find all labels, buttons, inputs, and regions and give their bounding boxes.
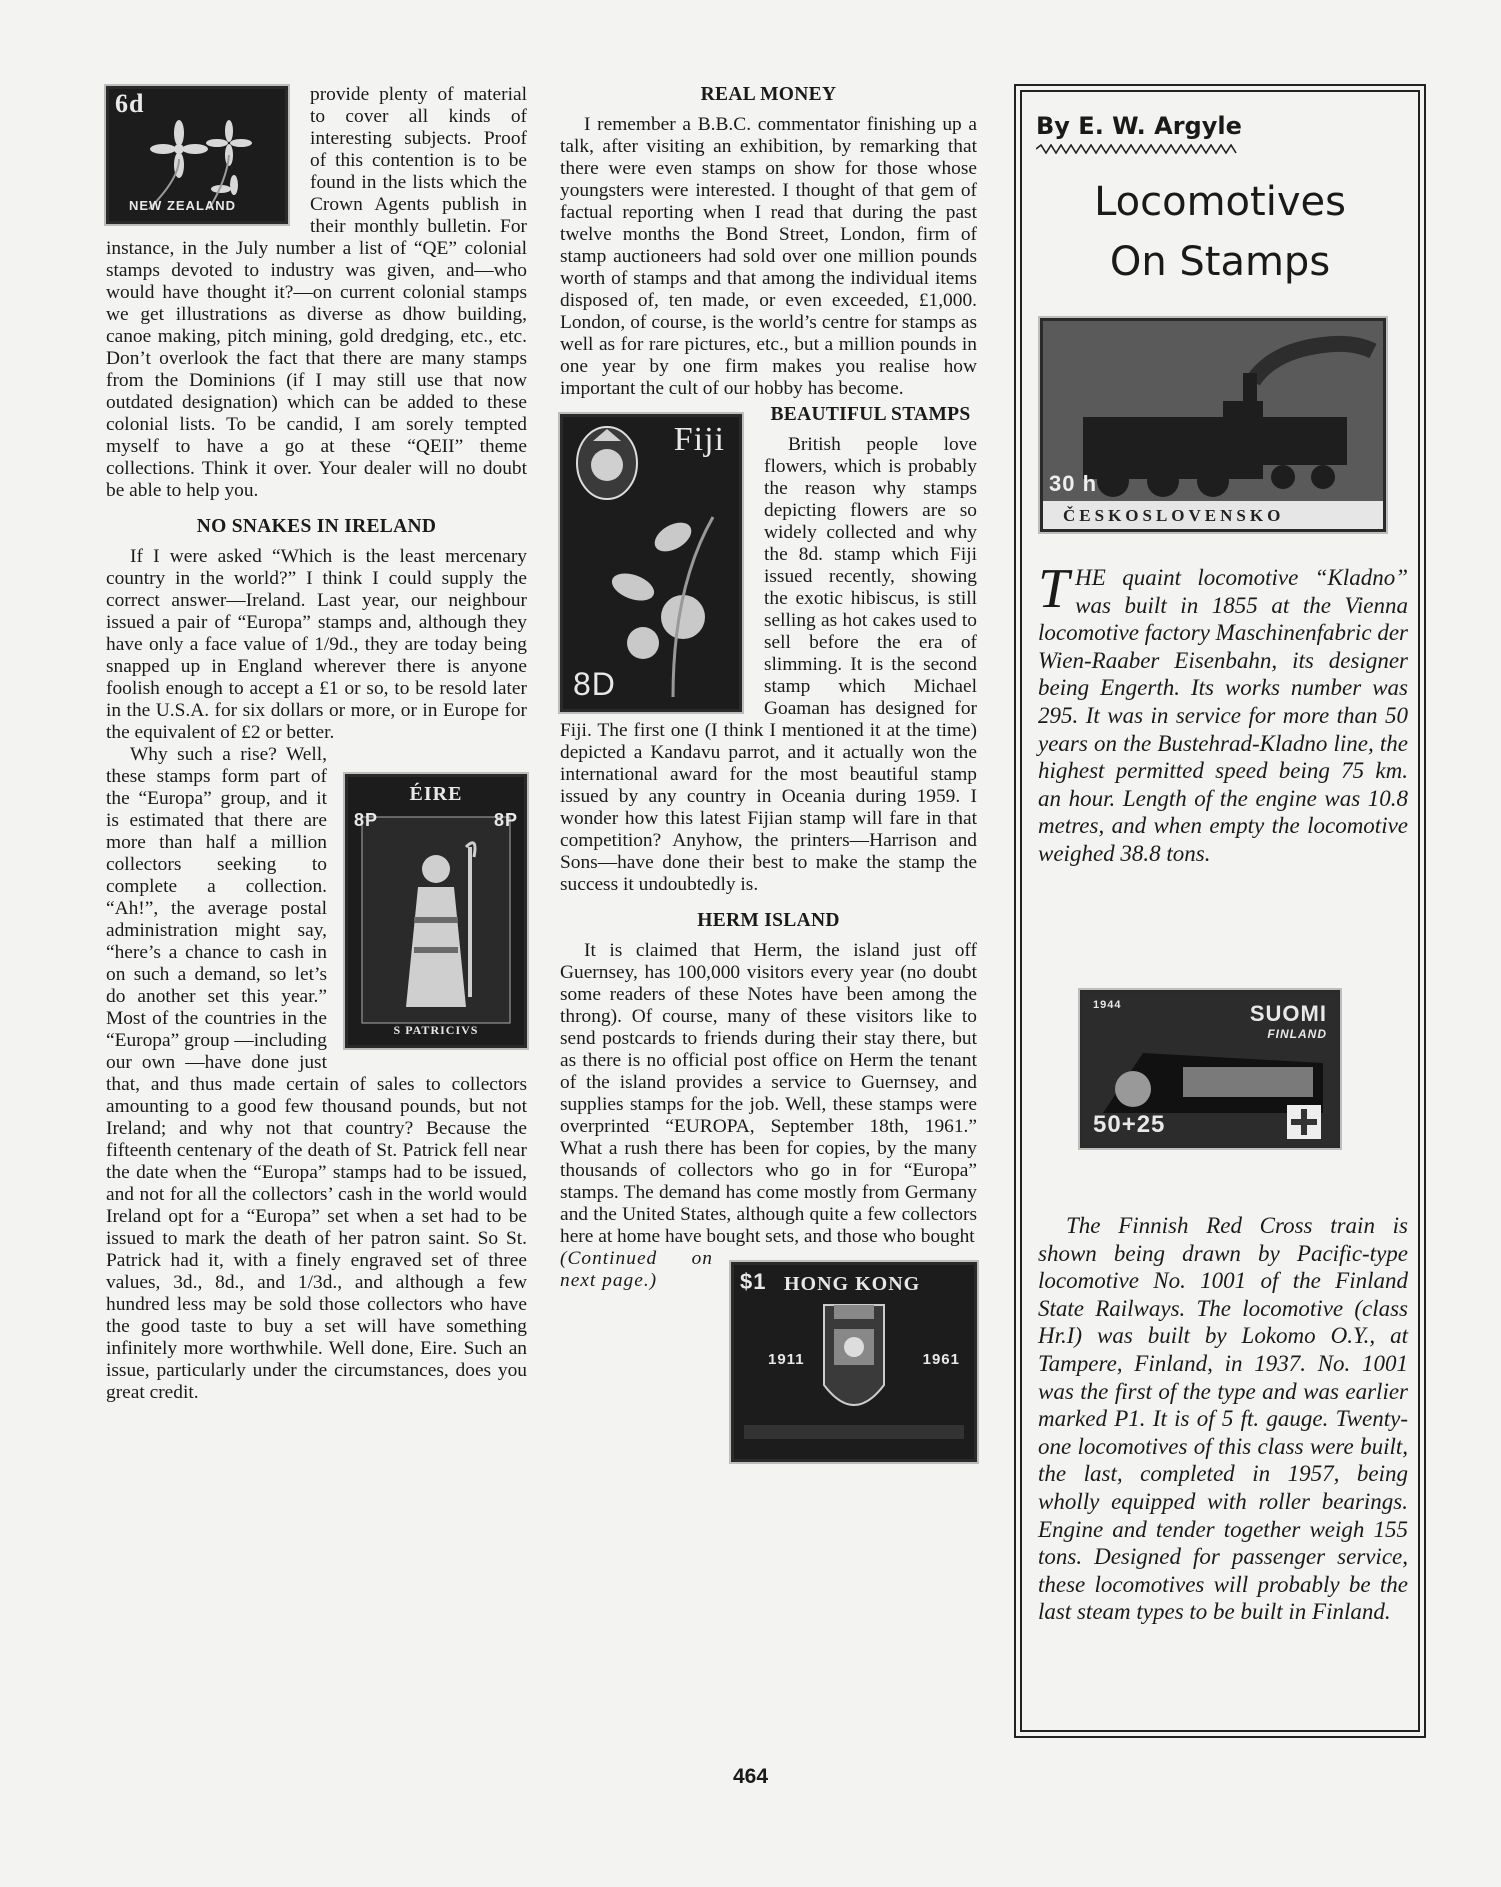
stamp-value: $1 <box>740 1269 767 1294</box>
stamp-value: 6d <box>115 89 145 118</box>
stamp-year: 1944 <box>1093 999 1122 1011</box>
czechoslovakia-stamp <box>1040 318 1386 532</box>
section-heading: NO SNAKES IN IRELAND <box>196 516 437 537</box>
section-heading: BEAUTIFUL STAMPS <box>770 404 971 425</box>
fiji-stamp <box>560 414 742 712</box>
stamp-inscription: S PATRICIVS <box>393 1023 479 1037</box>
stamp-value: 50+25 <box>1093 1111 1166 1138</box>
continued-note: (Continued on next page.) <box>560 1248 713 1291</box>
stamp-year-left: 1911 <box>768 1351 805 1368</box>
stamp-value: 30 h <box>1049 471 1098 496</box>
squiggle-divider <box>1036 144 1256 154</box>
paragraph: provide plenty of material to cover all kinds of interesting subjects. Proof of this contention is to be found in the lists which the Crown Agents publish in their monthly bulletin. For instance, in the July number a list of “QE” colonial stamps devoted to industry was given, and—who would have thought it?—on current colonial stamps we get illustrations as diverse as dhow building, canoe making, pitch mining, gold dredging, etc., etc. Don’t overlook the fact that there are many stamps from the Dominions (if I may still use that now outdated designation) which can be added to these colonial lists. To be candid, I am sorely tempted myself to have a go at these “QEII” theme collections. Think it over. Your dealer will no doubt be able to help you. <box>106 84 527 501</box>
paragraph: British people love flowers, which is probably the reason why stamps depicting flowers are so widely collected and why the 8d. stamp which Fiji issued recently, showing the exotic hibiscus, is still selling as hot cakes used to sell before the era of slimming. It is the second stamp which Michael Goaman has designed for Fiji. The first one (I think I mentioned it at the time) depicted a Kandavu parrot, and it actually won the international award for the most beautiful stamp issued by any country in Oceania during 1959. I wonder how this latest Fijian stamp will fare in that competition? Anyhow, the printers—Harrison and Sons—have done their best to make the stamp the success it undoubtedly is. <box>560 434 977 895</box>
paragraph: It is claimed that Herm, the island just off Guernsey, has 100,000 visitors every year (no doubt some readers of these Notes have been among the throng). Of course, many of these visitors like to send postcards to friends during their stay there, but as there is no official post office on Herm the tenant of the island provides a service to Guernsey, and supplies stamps for the job. Well, these stamps were overprinted “EUROPA, September 18th, 1961.” What a rush there has been for copies, by the many thousands of collectors who go in for “Europa” stamps. The demand has come mostly from Germany and the United States, although quite a few collectors here at home have bought sets, and those who bought <box>560 940 977 1247</box>
eire-stamp <box>345 774 527 1048</box>
new-zealand-stamp <box>106 86 288 224</box>
article-title <box>1016 172 1424 292</box>
column-1 <box>106 84 527 1404</box>
title-line-2: On Stamps <box>1109 239 1331 285</box>
steam-locomotive-icon <box>1043 321 1383 529</box>
finland-stamp <box>1080 990 1340 1148</box>
caption-text: HE quaint locomotive “Kladno” was built in 1855 at the Vienna locomotive factory Maschinenfabric der Wien-Raaber Eisenbahn, its designer being Engerth. Its works number was 295. It was in service for more than 50 years on the Bustehrad-Kladno line, the highest permitted speed being 75 km. an hour. Length of the engine was 10.8 metres, and when empty the locomotive weighed 38.8 tons. <box>1038 565 1408 866</box>
drop-cap: T <box>1038 558 1070 620</box>
stamp-country: ÉIRE <box>409 783 463 805</box>
title-line-1: Locomotives <box>1094 179 1346 225</box>
kladno-caption <box>1038 558 1408 868</box>
stamp-country: NEW ZEALAND <box>129 198 237 213</box>
stamp-year-right: 1961 <box>922 1351 960 1368</box>
stamp-country: HONG KONG <box>784 1273 921 1295</box>
stamp-value-right: 8P <box>493 810 518 830</box>
paragraph: I remember a B.B.C. commentator finishing up a talk, after visiting an exhibition, by remarking that there were even stamps on show for those whose youngsters were interested. I thought of that gem of factual reporting when I read that during the past twelve months the Bond Street, London, firm of stamp auctioneers had sold over one million pounds worth of stamps and that among the individual items disposed of, ten made, or even exceeded, £1,000. London, of course, is the world’s centre for stamps as well as for rare pictures, etc., but a million pounds in one year by one firm makes you realise how important the cult of our hobby has become. <box>560 114 977 399</box>
hong-kong-stamp <box>731 1262 977 1462</box>
paragraph: If I were asked “Which is the least mercenary country in the world?” I think I could supply the correct answer—Ireland. Last year, our neighbour issued a pair of “Europa” stamps and, although they have only a face value of 1/9d., they are today being snapped up in England wherever there is anyone foolish enough to accept a £1 or so, to be resold later in the U.S.A. for six dollars or more, or in Europe for the equivalent of £2 or better. <box>106 546 527 743</box>
paragraph: Why such a rise? Well, these stamps form part of the “Europa” group, and it is estimated that there are more than half a million collectors seeking to complete a collection. “Ah!”, the average postal administration might say, “here’s a chance to cash in on such a demand, so let’s do another set this year.” Most of the countries in the “Europa” group —including our own —have done just that, and thus made certain of sales to collectors amounting to a good few thousand pounds, but not Ireland; and why not that country? Because the fifteenth centenary of the death of St. Patrick fell near the date when the “Europa” stamps had to be issued, and not for all the collectors’ cash in the world would Ireland opt for a “Europa” set when a set had to be issued to mark the death of her patron saint. So St. Patrick had it, with a finely engraved set of three values, 3d., 8d., and 1/3d., and although a few hundred less may be sold those collectors who have the good taste to buy a set will have something infinitely more worthwhile. Well done, Eire. Such an issue, particularly under the circumstances, does you great credit. <box>106 744 527 1403</box>
stamp-country: ČESKOSLOVENSKO <box>1063 506 1285 525</box>
page-number: 464 <box>732 1765 769 1788</box>
stamp-value-left: 8P <box>354 810 379 830</box>
locomotives-sidebar <box>1014 84 1426 1738</box>
byline: By E. W. Argyle <box>1036 112 1242 140</box>
finnish-train-caption: The Finnish Red Cross train is shown being drawn by Pacific-type locomotive No. 1001 of the Finland State Railways. The locomotive (class Hr.I) was built by Lokomo O.Y., at Tampere, Finland, in 1937. No. 1001 was the first of the type and was earlier marked P1. It is of 5 ft. gauge. Twenty-one locomotives of this class were built, the last, completed in 1957, being wholly equipped with roller bearings. Engine and tender together weigh 155 tons. Designed for passenger service, these locomotives will probably be the last steam types to be built in Finland. <box>1038 1213 1408 1625</box>
stamp-value: 8D <box>573 666 616 702</box>
stamp-country-sub: FINLAND <box>1267 1027 1327 1041</box>
section-heading: REAL MONEY <box>700 84 837 105</box>
stamp-country: Fiji <box>673 421 725 458</box>
stamp-country: SUOMI <box>1249 1001 1327 1026</box>
section-heading: HERM ISLAND <box>697 910 840 931</box>
column-2 <box>560 84 977 1468</box>
